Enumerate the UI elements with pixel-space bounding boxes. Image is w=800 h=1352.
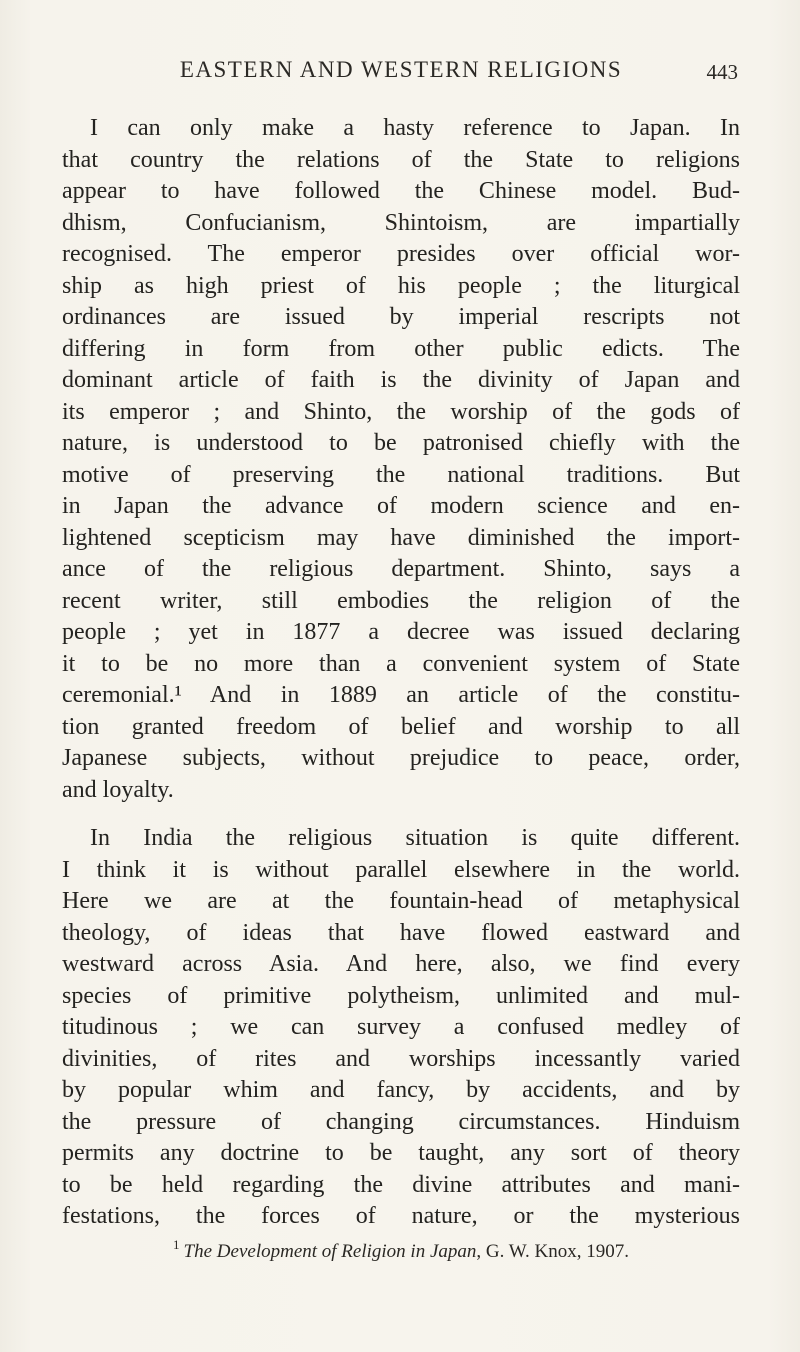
text-line: dhism, Confucianism, Shintoism, are impartially: [62, 209, 740, 236]
text-line: dominant article of faith is the divinity of Japan and: [62, 367, 740, 393]
running-title: EASTERN AND WESTERN RELIGIONS: [179, 57, 623, 82]
text-line: to be held regarding the divine attributes and mani-: [62, 1171, 740, 1198]
text-line: people ; yet in 1877 a decree was issued declaring: [62, 619, 740, 645]
text-line: by popular whim and fancy, by accidents, and by: [62, 1077, 740, 1103]
text-line: differing in form from other public edicts. The: [62, 335, 740, 362]
text-line: its emperor ; and Shinto, the worship of the gods of: [62, 398, 740, 425]
paragraph-india: [62, 823, 740, 1233]
text-line: recent writer, still embodies the religion of the: [62, 587, 740, 614]
text-line: I can only make a hasty reference to Japan. In: [90, 115, 740, 141]
text-line: Japanese subjects, without prejudice to peace, order,: [62, 745, 740, 771]
text-line: that country the relations of the State to religions: [62, 146, 740, 173]
text-line: recognised. The emperor presides over official wor-: [62, 241, 740, 267]
paragraph-japan: [62, 113, 740, 806]
text-line: ance of the religious department. Shinto, says a: [62, 556, 740, 582]
page-header: [62, 57, 740, 87]
text-line: and loyalty.: [62, 776, 174, 803]
footnote-title: The Development of Religion in Japan: [183, 1240, 477, 1262]
footnote-rest: , G. W. Knox, 1907.: [476, 1240, 629, 1262]
text-line: nature, is understood to be patronised chiefly with the: [62, 430, 740, 456]
text-line: it to be no more than a convenient system of State: [62, 650, 740, 677]
text-line: I think it is without parallel elsewhere in the world.: [62, 856, 740, 883]
text-line: titudinous ; we can survey a confused medley of: [62, 1014, 740, 1040]
footnote-marker: 1: [173, 1237, 180, 1253]
text-line: lightened scepticism may have diminished the import-: [62, 524, 740, 551]
text-line: ceremonial.¹ And in 1889 an article of the constitu-: [62, 682, 740, 708]
text-line: permits any doctrine to be taught, any sort of theory: [62, 1140, 740, 1166]
text-line: westward across Asia. And here, also, we find every: [62, 951, 740, 977]
text-line: in Japan the advance of modern science and en-: [62, 493, 740, 519]
text-line: tion granted freedom of belief and worship to all: [62, 713, 740, 740]
text-line: species of primitive polytheism, unlimited and mul-: [62, 982, 740, 1009]
footnote: [62, 1237, 740, 1264]
text-line: ship as high priest of his people ; the liturgical: [62, 272, 740, 299]
text-line: Here we are at the fountain-head of metaphysical: [62, 888, 740, 914]
text-line: theology, of ideas that have flowed eastward and: [62, 919, 740, 946]
text-line: appear to have followed the Chinese model. Bud-: [62, 178, 740, 204]
page-body: [62, 113, 740, 1233]
text-line: motive of preserving the national traditions. But: [62, 461, 740, 488]
text-line: the pressure of changing circumstances. Hinduism: [62, 1108, 740, 1135]
text-line: In India the religious situation is quite different.: [90, 825, 740, 851]
page-number: 443: [706, 60, 738, 84]
text-line: ordinances are issued by imperial rescripts not: [62, 304, 740, 330]
text-line: divinities, of rites and worships incessantly varied: [62, 1045, 740, 1072]
text-line: festations, the forces of nature, or the mysterious: [62, 1203, 740, 1229]
